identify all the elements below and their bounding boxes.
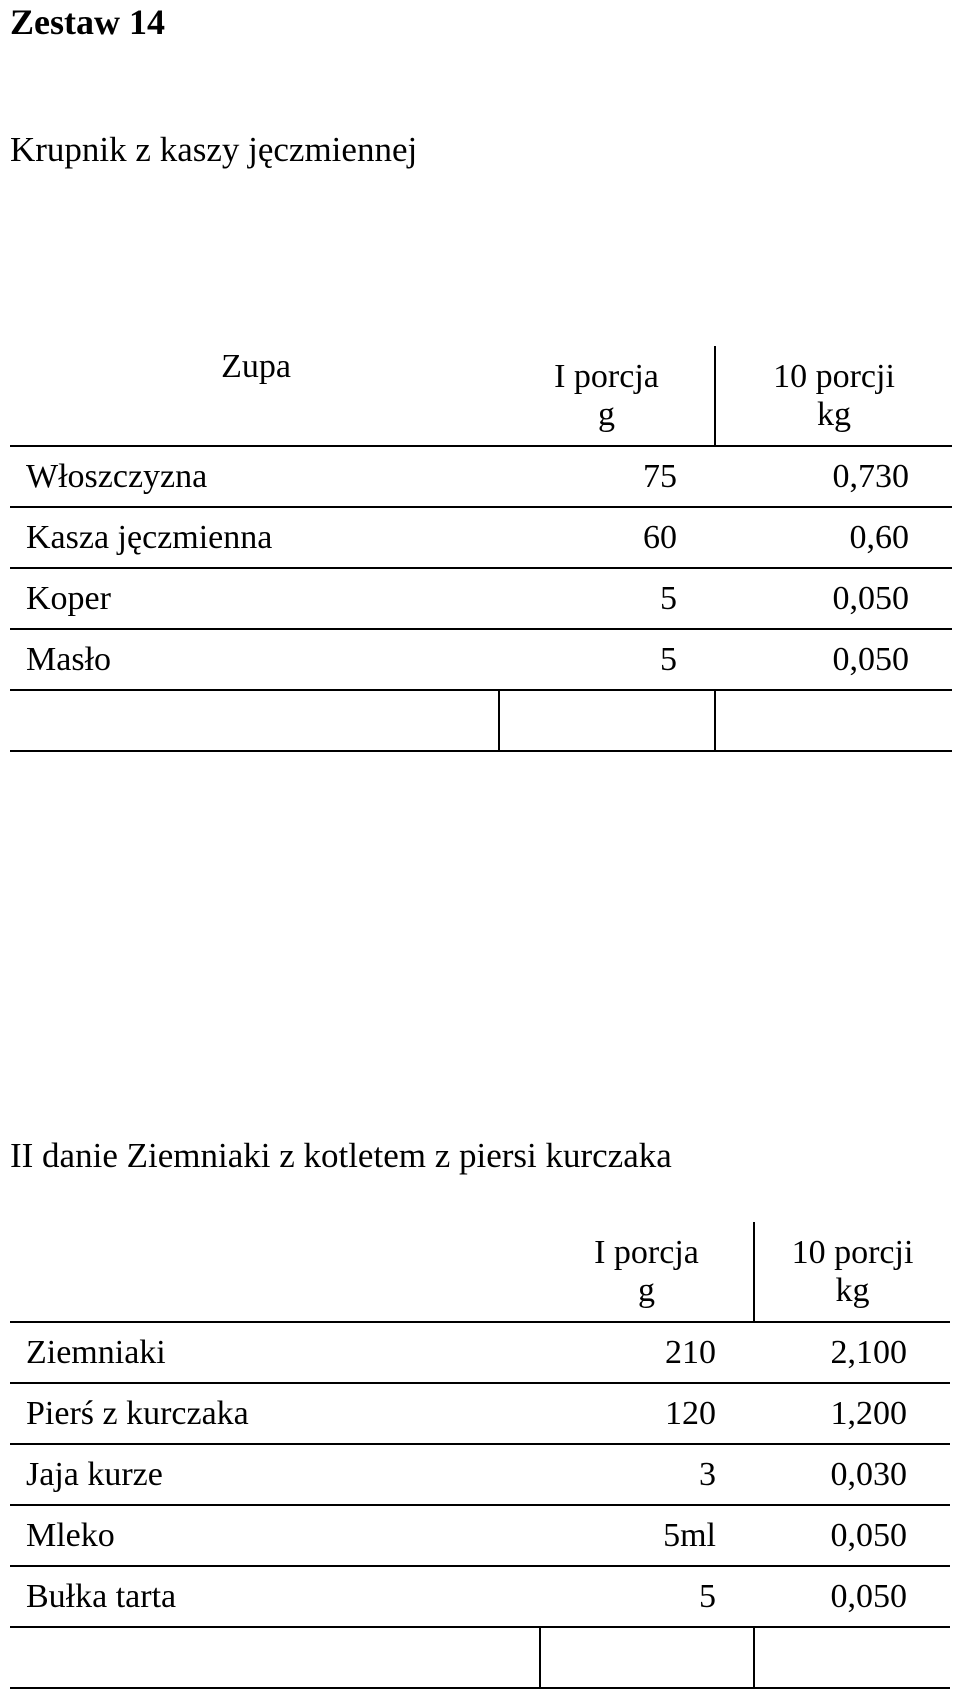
main-header-one-portion-label: I porcja [594, 1233, 699, 1271]
main-header-ten-portions-label: 10 porcji [791, 1233, 914, 1271]
ingredient-ten-portions: 2,100 [754, 1322, 950, 1383]
ingredient-name: Ziemniaki [10, 1322, 540, 1383]
ingredient-name: Bułka tarta [10, 1566, 540, 1627]
soup-header-name: Zupa [10, 346, 499, 446]
soup-header-one-portion [499, 346, 715, 446]
document-title: Zestaw 14 [10, 2, 165, 42]
main-table-header [10, 1222, 950, 1322]
soup-ingredients-table [10, 346, 952, 752]
ingredient-one-portion [540, 1627, 754, 1688]
main-course-ingredients-table [10, 1222, 950, 1689]
table-row [10, 1383, 950, 1444]
ingredient-one-portion: 5ml [540, 1505, 754, 1566]
ingredient-ten-portions: 0,050 [715, 629, 952, 690]
ingredient-ten-portions [715, 690, 952, 751]
ingredient-name [10, 690, 499, 751]
table-row [10, 568, 952, 629]
ingredient-ten-portions [754, 1627, 950, 1688]
ingredient-ten-portions: 0,730 [715, 446, 952, 507]
table-row [10, 446, 952, 507]
soup-header-one-portion-label: I porcja [554, 357, 659, 395]
ingredient-one-portion: 210 [540, 1322, 754, 1383]
ingredient-ten-portions: 0,030 [754, 1444, 950, 1505]
ingredient-one-portion: 60 [499, 507, 715, 568]
table-row [10, 507, 952, 568]
main-header-one-portion-unit: g [638, 1271, 655, 1309]
ingredient-ten-portions: 0,050 [715, 568, 952, 629]
table-row [10, 629, 952, 690]
ingredient-name: Masło [10, 629, 499, 690]
main-course-title: II danie Ziemniaki z kotletem z piersi kurczaka [10, 1136, 672, 1175]
ingredient-name: Jaja kurze [10, 1444, 540, 1505]
ingredient-ten-portions: 0,050 [754, 1505, 950, 1566]
table-row-empty [10, 1627, 950, 1688]
ingredient-one-portion: 75 [499, 446, 715, 507]
soup-header-ten-portions [715, 346, 952, 446]
main-header-ten-portions-unit: kg [835, 1271, 870, 1309]
ingredient-one-portion: 3 [540, 1444, 754, 1505]
ingredient-one-portion: 5 [499, 629, 715, 690]
ingredient-name: Kasza jęczmienna [10, 507, 499, 568]
table-row [10, 1444, 950, 1505]
soup-table-header [10, 346, 952, 446]
ingredient-ten-portions: 0,050 [754, 1566, 950, 1627]
ingredient-name: Pierś z kurczaka [10, 1383, 540, 1444]
ingredient-one-portion: 120 [540, 1383, 754, 1444]
main-header-ten-portions [754, 1222, 950, 1322]
ingredient-ten-portions: 1,200 [754, 1383, 950, 1444]
table-row [10, 1505, 950, 1566]
soup-header-one-portion-unit: g [598, 395, 615, 433]
ingredient-one-portion: 5 [499, 568, 715, 629]
main-header-one-portion [540, 1222, 754, 1322]
soup-header-ten-portions-unit: kg [817, 395, 851, 433]
ingredient-name [10, 1627, 540, 1688]
ingredient-ten-portions: 0,60 [715, 507, 952, 568]
table-row [10, 1566, 950, 1627]
ingredient-name: Mleko [10, 1505, 540, 1566]
ingredient-name: Włoszczyzna [10, 446, 499, 507]
table-row [10, 1322, 950, 1383]
ingredient-one-portion [499, 690, 715, 751]
ingredient-one-portion: 5 [540, 1566, 754, 1627]
soup-title: Krupnik z kaszy jęczmiennej [10, 130, 418, 169]
soup-header-ten-portions-label: 10 porcji [773, 357, 895, 395]
main-header-name [10, 1222, 540, 1322]
table-row-empty [10, 690, 952, 751]
ingredient-name: Koper [10, 568, 499, 629]
